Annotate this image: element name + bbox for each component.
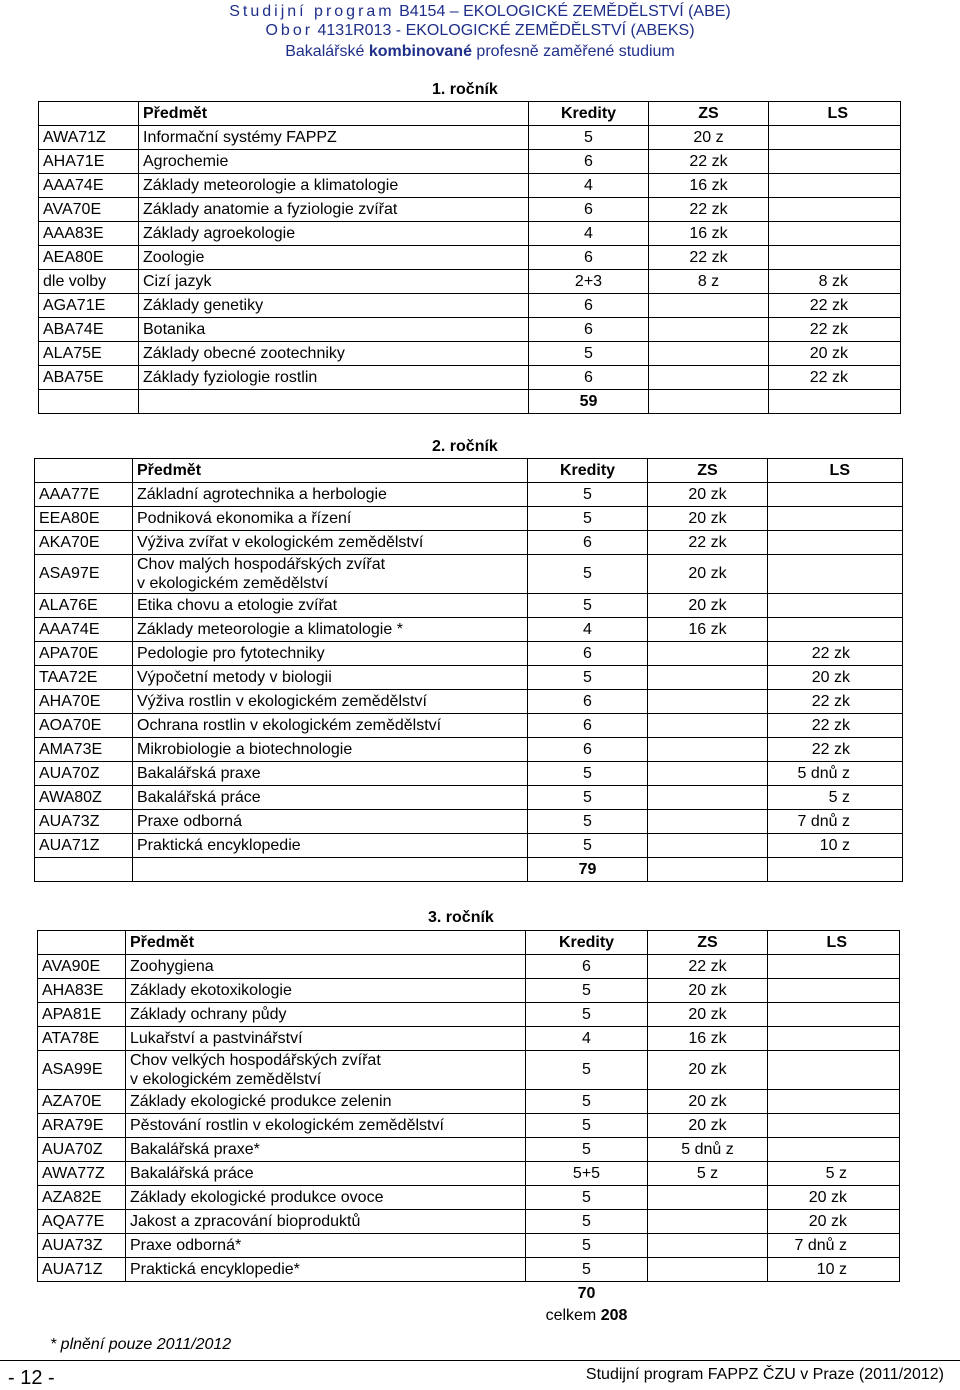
course-name-line1: Chov velkých hospodářských zvířat — [130, 1052, 381, 1069]
table-row — [35, 507, 903, 531]
page-number: - 12 - — [8, 1367, 55, 1389]
course-zs — [649, 342, 769, 366]
total-empty-name — [139, 390, 529, 414]
total-empty-zs — [649, 390, 769, 414]
course-name: Zoologie — [139, 246, 529, 270]
table-row — [38, 1114, 900, 1138]
course-ls — [768, 483, 903, 507]
course-name: Mikrobiologie a biotechnologie — [133, 738, 528, 762]
course-name: Podniková ekonomika a řízení — [133, 507, 528, 531]
course-code: AUA73Z — [38, 1234, 126, 1258]
course-credits: 5 — [528, 555, 648, 594]
course-name: Základní agrotechnika a herbologie — [133, 483, 528, 507]
table-row — [39, 270, 901, 294]
course-ls — [769, 174, 901, 198]
table-row — [39, 150, 901, 174]
header-zs: ZS — [648, 459, 768, 483]
course-code: AHA83E — [38, 979, 126, 1003]
year3-table — [37, 930, 900, 1328]
course-name: Základy ochrany půdy — [126, 1003, 526, 1027]
course-code: AVA90E — [38, 955, 126, 979]
course-credits: 5 — [526, 1090, 648, 1114]
total-empty-code — [38, 1282, 126, 1329]
total-empty-zs — [648, 858, 768, 882]
table-row — [35, 555, 903, 594]
course-credits: 5 — [529, 126, 649, 150]
course-ls — [768, 1027, 900, 1051]
course-ls: 7 dnů z — [768, 810, 903, 834]
course-name: Základy agroekologie — [139, 222, 529, 246]
header-credits: Kredity — [529, 102, 649, 126]
course-name: Bakalářská práce — [126, 1162, 526, 1186]
course-name-line1: Chov malých hospodářských zvířat — [137, 556, 386, 573]
course-name: Pěstování rostlin v ekologickém zemědělství — [126, 1114, 526, 1138]
table-row — [35, 714, 903, 738]
course-name: Praxe odborná — [133, 810, 528, 834]
table-row — [38, 1051, 900, 1090]
course-credits: 6 — [529, 294, 649, 318]
table-header-row — [35, 459, 903, 483]
course-credits: 2+3 — [529, 270, 649, 294]
course-code: AAA83E — [39, 222, 139, 246]
course-zs — [649, 318, 769, 342]
course-code: AWA71Z — [39, 126, 139, 150]
course-name: Lukařství a pastvinářství — [126, 1027, 526, 1051]
course-name: Pedologie pro fytotechniky — [133, 642, 528, 666]
course-code: AUA70Z — [35, 762, 133, 786]
course-name: Výživa rostlin v ekologickém zemědělství — [133, 690, 528, 714]
course-code: AWA77Z — [38, 1162, 126, 1186]
table-row — [35, 834, 903, 858]
course-zs — [649, 366, 769, 390]
course-zs: 20 zk — [648, 483, 768, 507]
course-ls — [768, 1051, 900, 1090]
table-row — [39, 174, 901, 198]
table-row — [38, 1090, 900, 1114]
course-credits: 5 — [526, 1258, 648, 1282]
course-code: TAA72E — [35, 666, 133, 690]
course-credits: 5 — [528, 507, 648, 531]
course-ls: 22 zk — [769, 318, 901, 342]
course-ls: 20 zk — [768, 1186, 900, 1210]
course-ls: 22 zk — [768, 738, 903, 762]
total-empty-name — [126, 1282, 526, 1329]
course-name: Základy meteorologie a klimatologie — [139, 174, 529, 198]
course-name: Cizí jazyk — [139, 270, 529, 294]
table-row — [39, 342, 901, 366]
course-zs: 16 zk — [648, 1027, 768, 1051]
footer-source: Studijní program FAPPZ ČZU v Praze (2011/2012) — [585, 1366, 944, 1383]
course-name: Výživa zvířat v ekologickém zemědělství — [133, 531, 528, 555]
course-ls — [769, 198, 901, 222]
course-zs — [648, 762, 768, 786]
table-row — [38, 1003, 900, 1027]
header-subject: Předmět — [126, 931, 526, 955]
course-ls — [769, 246, 901, 270]
course-zs: 20 zk — [648, 1051, 768, 1090]
total-row — [38, 1282, 900, 1329]
total-empty-zs — [648, 1282, 768, 1329]
year3-title: 3. ročník — [428, 909, 494, 926]
course-zs — [648, 1210, 768, 1234]
year1-title: 1. ročník — [432, 81, 498, 98]
header-ls: LS — [768, 931, 900, 955]
course-ls — [768, 1114, 900, 1138]
course-code: APA81E — [38, 1003, 126, 1027]
course-credits: 6 — [528, 642, 648, 666]
course-name: Bakalářská praxe* — [126, 1138, 526, 1162]
course-ls: 22 zk — [768, 714, 903, 738]
course-code: AMA73E — [35, 738, 133, 762]
total-row — [35, 858, 903, 882]
course-name: Bakalářská praxe — [133, 762, 528, 786]
table-row — [38, 1138, 900, 1162]
course-ls: 7 dnů z — [768, 1234, 900, 1258]
course-zs: 5 dnů z — [648, 1138, 768, 1162]
course-code: AUA70Z — [38, 1138, 126, 1162]
table-row — [39, 294, 901, 318]
course-code: dle volby — [39, 270, 139, 294]
course-code: ALA76E — [35, 594, 133, 618]
course-code: EEA80E — [35, 507, 133, 531]
course-name-line2: v ekologickém zemědělství — [130, 1071, 322, 1088]
table-row — [35, 762, 903, 786]
course-ls — [768, 955, 900, 979]
course-code: ATA78E — [38, 1027, 126, 1051]
course-name: Základy ekologické produkce zelenin — [126, 1090, 526, 1114]
course-name: Botanika — [139, 318, 529, 342]
course-ls — [769, 150, 901, 174]
table-row — [39, 198, 901, 222]
grand-total — [530, 1305, 644, 1327]
course-zs: 20 zk — [648, 594, 768, 618]
course-credits: 5 — [526, 1210, 648, 1234]
course-ls — [768, 1138, 900, 1162]
course-zs: 20 zk — [648, 979, 768, 1003]
course-credits: 6 — [528, 531, 648, 555]
year2-title: 2. ročník — [432, 438, 498, 455]
course-credits: 5 — [528, 594, 648, 618]
course-ls: 22 zk — [768, 690, 903, 714]
table-row — [38, 1027, 900, 1051]
course-ls: 5 z — [768, 1162, 900, 1186]
table-row — [35, 531, 903, 555]
course-code: AAA77E — [35, 483, 133, 507]
course-zs: 16 zk — [648, 618, 768, 642]
course-ls — [768, 594, 903, 618]
course-ls: 5 dnů z — [768, 762, 903, 786]
course-ls: 10 z — [768, 1258, 900, 1282]
course-zs: 22 zk — [649, 150, 769, 174]
course-ls: 20 zk — [768, 666, 903, 690]
course-ls — [768, 1090, 900, 1114]
course-zs — [648, 786, 768, 810]
course-code: AKA70E — [35, 531, 133, 555]
course-ls: 20 zk — [769, 342, 901, 366]
course-zs — [648, 1258, 768, 1282]
course-credits: 5 — [526, 1186, 648, 1210]
total-empty-ls — [768, 858, 903, 882]
table-row — [38, 1258, 900, 1282]
table-row — [35, 786, 903, 810]
header-subject: Předmět — [133, 459, 528, 483]
course-zs: 20 zk — [648, 507, 768, 531]
study-form: Bakalářské kombinované profesně zaměřené studium — [285, 43, 675, 60]
course-ls — [768, 979, 900, 1003]
year-total: 70 — [577, 1285, 596, 1302]
grand-total-label: celkem — [545, 1307, 601, 1324]
table-row — [35, 666, 903, 690]
table-row — [39, 366, 901, 390]
course-code: AEA80E — [39, 246, 139, 270]
course-zs — [648, 1234, 768, 1258]
course-code: AVA70E — [39, 198, 139, 222]
course-credits: 5 — [528, 483, 648, 507]
course-zs: 22 zk — [648, 955, 768, 979]
course-credits: 4 — [529, 174, 649, 198]
table-row — [35, 690, 903, 714]
course-name: Základy genetiky — [139, 294, 529, 318]
course-code: ABA74E — [39, 318, 139, 342]
year1-table — [38, 101, 901, 414]
course-credits: 6 — [528, 738, 648, 762]
course-code: AQA77E — [38, 1210, 126, 1234]
course-ls: 22 zk — [769, 366, 901, 390]
header-credits: Kredity — [526, 931, 648, 955]
header-subject: Předmět — [139, 102, 529, 126]
course-name: Základy ekotoxikologie — [126, 979, 526, 1003]
course-zs — [648, 642, 768, 666]
course-code: ALA75E — [39, 342, 139, 366]
header-ls: LS — [768, 459, 903, 483]
course-zs — [648, 666, 768, 690]
header-code-cell — [35, 459, 133, 483]
course-zs: 20 zk — [648, 1003, 768, 1027]
course-credits: 4 — [526, 1027, 648, 1051]
table-row — [38, 1186, 900, 1210]
course-code: ABA75E — [39, 366, 139, 390]
table-row — [38, 1210, 900, 1234]
course-credits: 6 — [529, 318, 649, 342]
course-code: ASA97E — [35, 555, 133, 594]
course-name: Výpočetní metody v biologii — [133, 666, 528, 690]
total-credits — [526, 1282, 648, 1329]
footnote: * plnění pouze 2011/2012 — [50, 1336, 232, 1353]
course-name: Základy fyziologie rostlin — [139, 366, 529, 390]
course-code: AGA71E — [39, 294, 139, 318]
course-ls — [769, 222, 901, 246]
course-code: ASA99E — [38, 1051, 126, 1090]
course-ls — [768, 531, 903, 555]
course-credits: 6 — [529, 366, 649, 390]
course-zs — [648, 1186, 768, 1210]
course-credits: 5 — [528, 762, 648, 786]
program-title: B4154 – EKOLOGICKÉ ZEMĚDĚLSTVÍ (ABE) — [399, 3, 731, 20]
course-credits: 5 — [528, 834, 648, 858]
header-ls: LS — [769, 102, 901, 126]
course-credits: 5 — [526, 1234, 648, 1258]
course-code: ARA79E — [38, 1114, 126, 1138]
total-empty-ls — [768, 1282, 900, 1329]
course-ls: 22 zk — [768, 642, 903, 666]
course-zs — [648, 714, 768, 738]
course-code: AZA70E — [38, 1090, 126, 1114]
course-name: Praktická encyklopedie* — [126, 1258, 526, 1282]
table-row — [35, 642, 903, 666]
course-zs — [648, 810, 768, 834]
course-zs: 20 zk — [648, 555, 768, 594]
course-ls — [768, 507, 903, 531]
course-ls — [769, 126, 901, 150]
total-empty-name — [133, 858, 528, 882]
course-name: Základy anatomie a fyziologie zvířat — [139, 198, 529, 222]
course-credits: 6 — [528, 690, 648, 714]
table-row — [35, 738, 903, 762]
course-zs: 22 zk — [649, 246, 769, 270]
table-row — [39, 126, 901, 150]
course-code: AUA71Z — [38, 1258, 126, 1282]
course-credits: 6 — [528, 714, 648, 738]
table-header-row — [39, 102, 901, 126]
course-code: AHA70E — [35, 690, 133, 714]
year2-table — [34, 458, 903, 882]
field-prefix: Obor — [265, 22, 314, 39]
total-credits: 79 — [528, 858, 648, 882]
course-name: Základy meteorologie a klimatologie * — [133, 618, 528, 642]
total-empty-code — [35, 858, 133, 882]
course-credits: 5 — [528, 786, 648, 810]
header-zs: ZS — [649, 102, 769, 126]
table-row — [35, 618, 903, 642]
course-name: Jakost a zpracování bioproduktů — [126, 1210, 526, 1234]
course-zs — [648, 738, 768, 762]
course-zs — [648, 690, 768, 714]
course-zs — [649, 294, 769, 318]
table-row — [38, 955, 900, 979]
course-credits: 5 — [529, 342, 649, 366]
course-code: AHA71E — [39, 150, 139, 174]
course-ls — [768, 1003, 900, 1027]
table-row — [38, 1162, 900, 1186]
table-row — [38, 1234, 900, 1258]
course-name: Bakalářská práce — [133, 786, 528, 810]
course-credits: 6 — [526, 955, 648, 979]
course-ls: 20 zk — [768, 1210, 900, 1234]
course-name: Základy ekologické produkce ovoce — [126, 1186, 526, 1210]
course-zs: 20 zk — [648, 1114, 768, 1138]
course-name: Praxe odborná* — [126, 1234, 526, 1258]
header-zs: ZS — [648, 931, 768, 955]
course-name: Agrochemie — [139, 150, 529, 174]
course-zs: 20 z — [649, 126, 769, 150]
course-name — [133, 555, 528, 594]
course-zs: 16 zk — [649, 174, 769, 198]
course-credits: 5 — [528, 666, 648, 690]
course-name: Základy obecné zootechniky — [139, 342, 529, 366]
course-zs: 5 z — [648, 1162, 768, 1186]
course-ls: 10 z — [768, 834, 903, 858]
table-row — [39, 318, 901, 342]
course-name: Etika chovu a etologie zvířat — [133, 594, 528, 618]
course-credits: 5 — [526, 1051, 648, 1090]
course-code: AUA73Z — [35, 810, 133, 834]
table-row — [38, 979, 900, 1003]
course-zs: 20 zk — [648, 1090, 768, 1114]
course-ls: 8 zk — [769, 270, 901, 294]
table-row — [39, 246, 901, 270]
course-credits: 5 — [526, 979, 648, 1003]
total-row — [39, 390, 901, 414]
course-name: Praktická encyklopedie — [133, 834, 528, 858]
course-credits: 5 — [528, 810, 648, 834]
header-code-cell — [39, 102, 139, 126]
course-ls — [768, 555, 903, 594]
course-name: Zoohygiena — [126, 955, 526, 979]
table-row — [39, 222, 901, 246]
course-code: AWA80Z — [35, 786, 133, 810]
course-code: AAA74E — [35, 618, 133, 642]
course-credits: 6 — [529, 198, 649, 222]
course-code: AUA71Z — [35, 834, 133, 858]
course-name-line2: v ekologickém zemědělství — [137, 575, 329, 592]
header-credits: Kredity — [528, 459, 648, 483]
field-title: 4131R013 - EKOLOGICKÉ ZEMĚDĚLSTVÍ (ABEKS) — [317, 22, 695, 39]
total-credits: 59 — [529, 390, 649, 414]
course-code: AAA74E — [39, 174, 139, 198]
program-prefix: Studijní program — [229, 3, 395, 20]
course-name: Ochrana rostlin v ekologickém zemědělství — [133, 714, 528, 738]
course-code: AZA82E — [38, 1186, 126, 1210]
course-credits: 5 — [526, 1003, 648, 1027]
table-row — [35, 594, 903, 618]
course-zs — [648, 834, 768, 858]
header-code-cell — [38, 931, 126, 955]
course-code: AOA70E — [35, 714, 133, 738]
course-credits: 5 — [526, 1138, 648, 1162]
course-zs: 22 zk — [649, 198, 769, 222]
course-code: APA70E — [35, 642, 133, 666]
course-credits: 6 — [529, 246, 649, 270]
course-credits: 5 — [526, 1114, 648, 1138]
course-zs: 22 zk — [648, 531, 768, 555]
course-credits: 6 — [529, 150, 649, 174]
grand-total-value: 208 — [600, 1307, 628, 1324]
course-credits: 4 — [528, 618, 648, 642]
course-name: Informační systémy FAPPZ — [139, 126, 529, 150]
table-header-row — [38, 931, 900, 955]
course-ls: 5 z — [768, 786, 903, 810]
table-row — [35, 810, 903, 834]
course-ls: 22 zk — [769, 294, 901, 318]
footer-divider — [0, 1360, 960, 1361]
course-credits: 5+5 — [526, 1162, 648, 1186]
course-credits: 4 — [529, 222, 649, 246]
course-zs: 16 zk — [649, 222, 769, 246]
table-row — [35, 483, 903, 507]
total-empty-ls — [769, 390, 901, 414]
document-header — [0, 2, 960, 40]
course-name — [126, 1051, 526, 1090]
course-ls — [768, 618, 903, 642]
course-zs: 8 z — [649, 270, 769, 294]
total-empty-code — [39, 390, 139, 414]
